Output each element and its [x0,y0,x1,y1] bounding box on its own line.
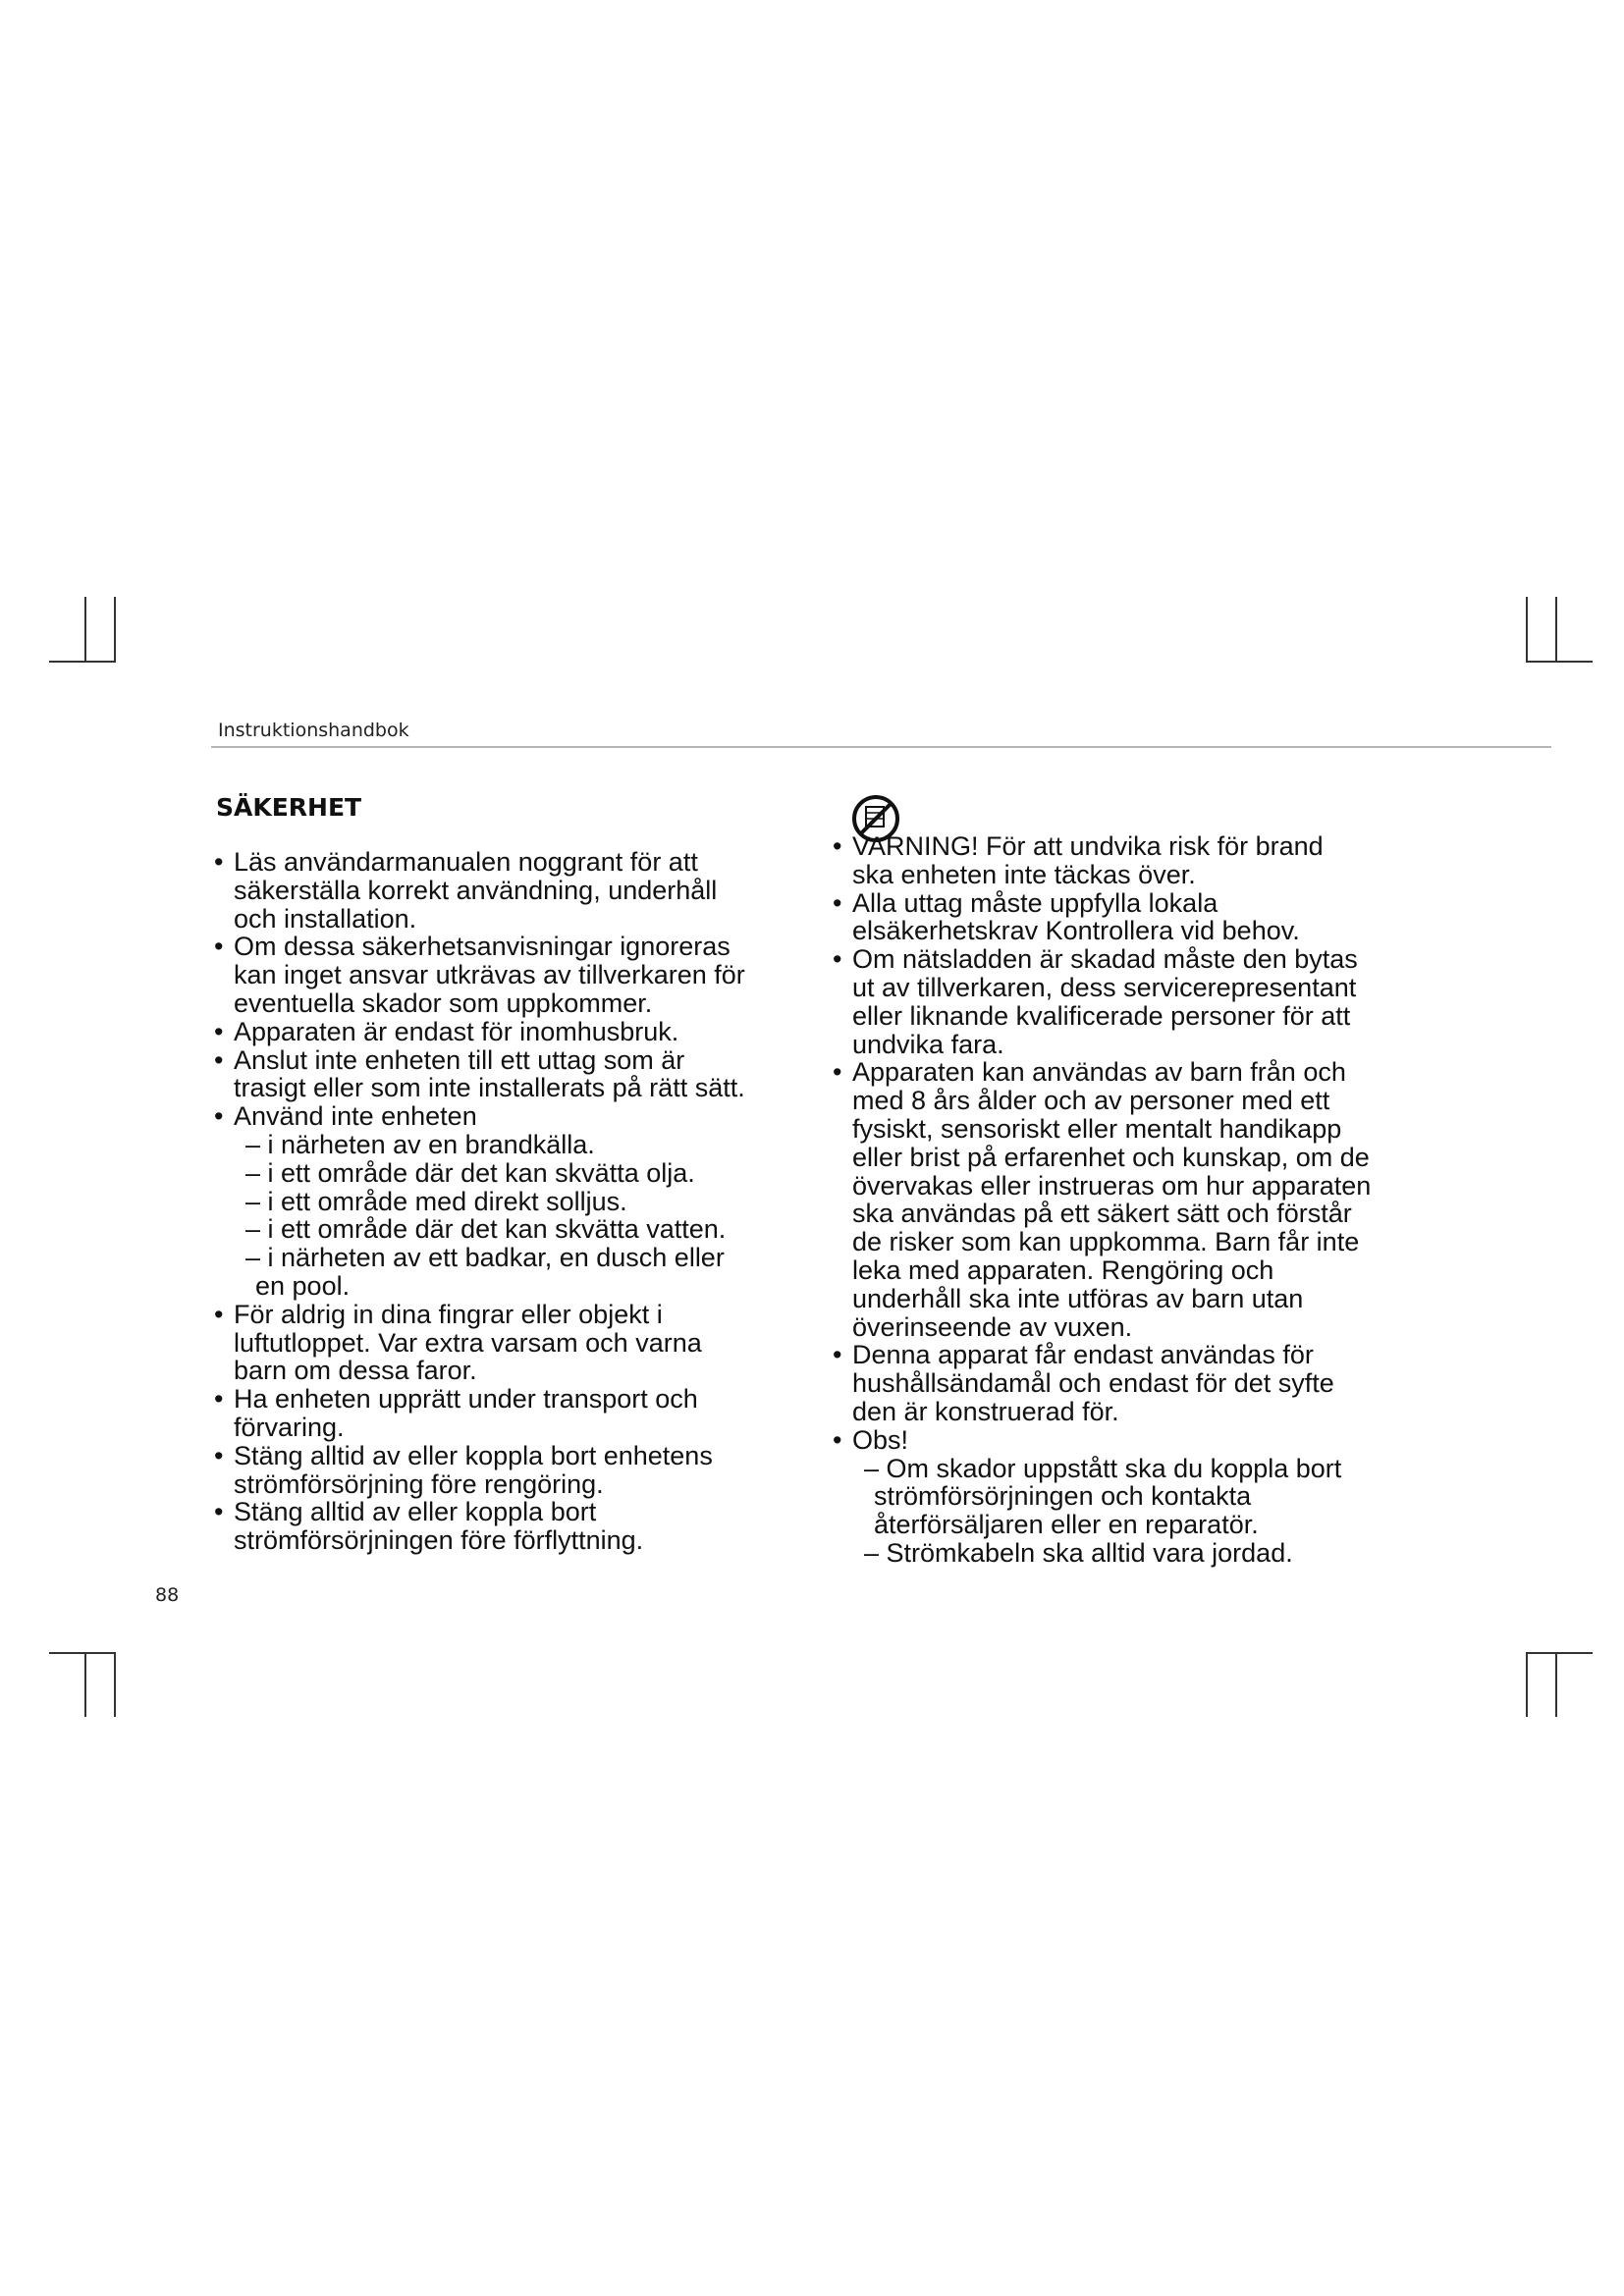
warning-item: • VARNING! För att undvika risk för brand ska enheten inte täckas över. [833,821,1441,889]
page-number: 88 [155,1584,180,1606]
list-item: • Anslut inte enheten till ett uttag som är trasigt eller som inte installerats på rätt sätt. [214,1044,745,1103]
list-item: • Denna apparat får endast användas för hushållsändamål och endast för det syfte den är konstruerad för. [833,1340,1334,1426]
right-column [833,821,1441,1568]
list-item: • Använd inte enheten [214,1101,477,1132]
sub-item: – i ett område där det kan skvätta vatten. [245,1214,727,1245]
sub-item: – i ett område med direkt solljus. [245,1186,627,1216]
sub-item: – Om skador uppstått ska du koppla bort [864,1453,1342,1483]
list-item: • Stäng alltid av eller koppla bort enhetens strömförsörjning före rengöring. [214,1440,713,1499]
sub-item: – i närheten av en brandkälla. [245,1129,595,1159]
list-item: • Ha enheten upprätt under transport och förvaring. [214,1384,698,1442]
sub-item: – i ett område där det kan skvätta olja. [245,1157,695,1188]
list-item: • Om nätsladden är skadad måste den bytas ut av tillverkaren, dess servicerepresentant eller liknande kvalificerade personer för att undvika fara. [833,944,1358,1059]
sub-item-continuation: strömförsörjningen och kontakta [874,1481,1252,1512]
section-heading: SÄKERHET [216,793,362,822]
list-item: • Om dessa säkerhetsanvisningar ignoreras kan inget ansvar utkrävas av tillverkaren för eventuella skador som uppkommer. [214,932,745,1018]
sub-item-continuation: en pool. [255,1270,351,1301]
list-item: • Stäng alltid av eller koppla bort strömförsörjningen före förflyttning. [214,1497,644,1556]
list-item: • Obs! [833,1424,909,1455]
list-item: • Apparaten är endast för inomhusbruk. [214,1016,679,1046]
list-item: • Alla uttag måste uppfylla lokala elsäkerhetskrav Kontrollera vid behov. [833,887,1300,946]
left-column [214,848,803,1555]
sub-item: – i närheten av ett badkar, en dusch eller [245,1243,725,1273]
do-not-cover-icon [850,793,901,844]
list-item: • För aldrig in dina fingrar eller objekt i luftutloppet. Var extra varsam och varna barn om dessa faror. [214,1299,702,1386]
list-item: • Apparaten kan användas av barn från och med 8 års ålder och av personer med ett fysiskt, sensoriskt eller mentalt handikapp eller brist på erfarenhet och kunskap, om de övervakas eller instrueras om hur apparaten ska användas på ett säkert sätt och förstår de risker som kan uppkomma. Barn får inte leka med apparaten. Rengöring och underhåll ska inte utföras av barn utan överinseende av vuxen. [833,1057,1372,1342]
list-item: • Läs användarmanualen noggrant för att säkerställa korrekt användning, underhåll och installation. [214,847,718,934]
sub-item-continuation: återförsäljaren eller en reparatör. [874,1510,1259,1540]
header-divider [211,746,1551,748]
sub-item: – Strömkabeln ska alltid vara jordad. [864,1537,1293,1568]
header-title: Instruktionshandbok [218,720,409,741]
